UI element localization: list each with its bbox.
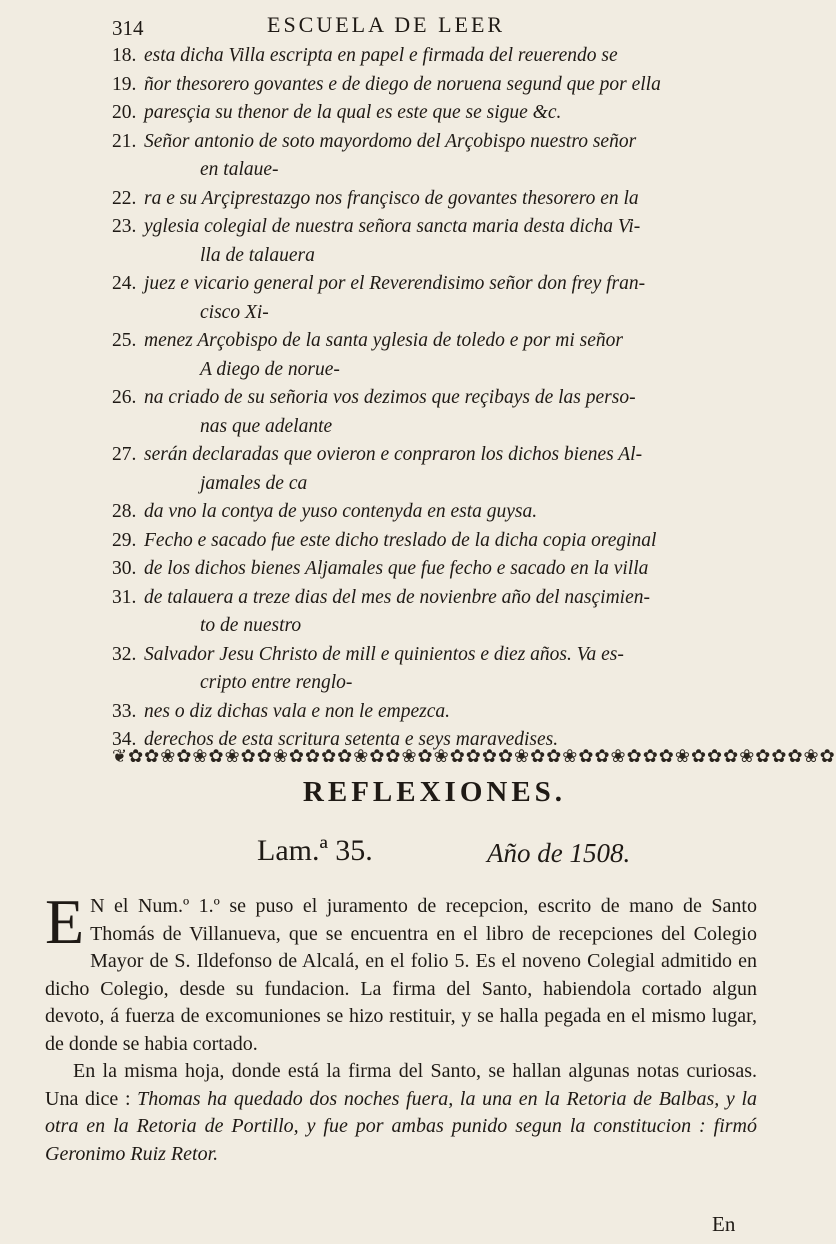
line-number: 18. — [112, 45, 137, 66]
transcription-line — [112, 42, 757, 71]
line-text: na criado de su señoria vos dezimos que reçibays de las perso- — [144, 387, 636, 408]
line-text: da vno la contya de yuso contenyda en esta guysa. — [144, 501, 538, 522]
transcription-line — [112, 498, 757, 527]
line-number: 28. — [112, 501, 137, 522]
transcription-line — [112, 384, 757, 413]
transcription-line — [112, 128, 757, 157]
transcription-line — [112, 99, 757, 128]
line-number: 32. — [112, 643, 137, 665]
transcription-line — [112, 527, 757, 556]
paragraph-2-quote: Thomas ha quedado dos noches fuera, la una en la Retoria de Balbas, y la otra en la Retoria de Portillo, y fue por ambas punido segun la constitucion : firmó Geronimo Ruiz Retor. — [45, 1087, 757, 1165]
section-title: REFLEXIONES. — [302, 776, 567, 808]
line-number: 24. — [112, 273, 137, 294]
page-header — [112, 12, 752, 40]
body-text — [45, 886, 757, 1168]
page-number: 314 — [112, 16, 144, 40]
line-number: 22. — [112, 187, 137, 209]
transcription-line — [112, 669, 757, 698]
line-text: menez Arçobispo de la santa yglesia de toledo e por mi señor — [144, 330, 623, 351]
line-text: Salvador Jesu Christo de mill e quinientos e diez años. Va es- — [144, 643, 624, 665]
running-head: ESCUELA DE LEER — [267, 12, 506, 37]
section-subhead — [112, 834, 757, 874]
catchword: En — [712, 1212, 736, 1236]
transcription-line — [112, 71, 757, 100]
transcription-line — [112, 413, 757, 442]
line-text: Fecho e sacado fue este dicho treslado de la dicha copia oreginal — [144, 529, 657, 551]
transcription-line — [112, 185, 757, 214]
line-text: jamales de ca — [200, 472, 308, 494]
transcription-line — [112, 242, 757, 271]
transcription-line — [112, 698, 757, 727]
line-text: Señor antonio de soto mayordomo del Arçobispo nuestro señor — [144, 130, 637, 152]
line-text: nes o diz dichas vala e non le empezca. — [144, 700, 450, 722]
line-number: 34. — [112, 729, 137, 750]
line-number: 31. — [112, 586, 137, 608]
line-number: 20. — [112, 102, 137, 123]
line-text: de talauera a treze dias del mes de novienbre año del nasçimien- — [144, 586, 650, 608]
transcription-line — [112, 156, 757, 185]
year-label: Año de 1508. — [487, 838, 631, 868]
line-number: 23. — [112, 216, 137, 237]
line-number: 30. — [112, 558, 137, 579]
transcription-line — [112, 612, 757, 641]
line-text: juez e vicario general por el Reverendisimo señor don frey fran- — [144, 273, 646, 294]
line-text: ra e su Arçiprestazgo nos françisco de govantes thesorero en la — [144, 187, 639, 209]
paragraph-1 — [45, 886, 757, 1058]
line-text: esta dicha Villa escripta en papel e firmada del reuerendo se — [144, 45, 618, 66]
drop-cap: E — [45, 886, 85, 957]
line-text: lla de talauera — [200, 244, 315, 266]
line-text: serán declaradas que ovieron e conpraron los dichos bienes Al- — [144, 444, 643, 465]
line-number: 27. — [112, 444, 137, 465]
line-text: yglesia colegial de nuestra señora sancta maria desta dicha Vi- — [144, 216, 641, 237]
line-text: cisco Xi- — [200, 301, 269, 323]
line-text: to de nuestro — [200, 615, 302, 636]
transcription-line — [112, 584, 757, 613]
line-text: cripto entre renglo- — [200, 672, 353, 693]
paragraph-1-text: N el Num.º 1.º se puso el juramento de recepcion, escrito de mano de Santo Thomás de Villanueva, que se encuentra en el libro de recepciones del Colegio Mayor de S. Ildefonso de Alcalá, en el folio 5. Es el noveno Colegial admitido en dicho Colegio, desde su fundacion. La firma del Santo, habiendola cortado algun devoto, á fuerza de excomuniones se hizo restituir, y se halla pegada en el mismo lugar, de donde se habia cortado. — [45, 895, 757, 1055]
transcription-line — [112, 470, 757, 499]
ornamental-divider: ❦✿✿❀✿❀✿❀✿✿❀✿✿✿✿❀✿✿❀✿❀✿✿✿✿❀✿✿❀✿✿❀✿✿✿❀✿✿✿❀✿✿✿❀✿ — [112, 746, 836, 766]
transcription-line — [112, 213, 757, 242]
line-number: 33. — [112, 700, 137, 722]
line-number: 26. — [112, 387, 137, 408]
line-text: A diego de norue- — [200, 358, 340, 380]
transcription-lines — [112, 42, 757, 755]
line-text: de los dichos bienes Aljamales que fue fecho e sacado en la villa — [144, 558, 649, 579]
transcription-line — [112, 299, 757, 328]
line-text: paresçia su thenor de la qual es este que se sigue &c. — [144, 102, 562, 123]
transcription-line — [112, 270, 757, 299]
plate-label: Lam.ª 35. — [257, 834, 373, 867]
line-number: 21. — [112, 130, 137, 152]
line-text: en talaue- — [200, 159, 279, 180]
line-number: 29. — [112, 529, 137, 551]
line-text: derechos de esta scritura setenta e seys maravedises. — [144, 729, 559, 750]
transcription-line — [112, 327, 757, 356]
transcription-line — [112, 356, 757, 385]
transcription-line — [112, 555, 757, 584]
transcription-line — [112, 441, 757, 470]
line-text: ñor thesorero govantes e de diego de noruena segund que por ella — [144, 73, 661, 95]
line-number: 25. — [112, 330, 137, 351]
paragraph-2-text: En la misma hoja, donde está la firma del Santo, se hallan algunas notas curiosas. Una dice : — [45, 1060, 757, 1110]
line-text: nas que adelante — [200, 415, 333, 437]
paragraph-2 — [45, 1058, 757, 1168]
line-number: 19. — [112, 73, 137, 95]
transcription-line — [112, 641, 757, 670]
